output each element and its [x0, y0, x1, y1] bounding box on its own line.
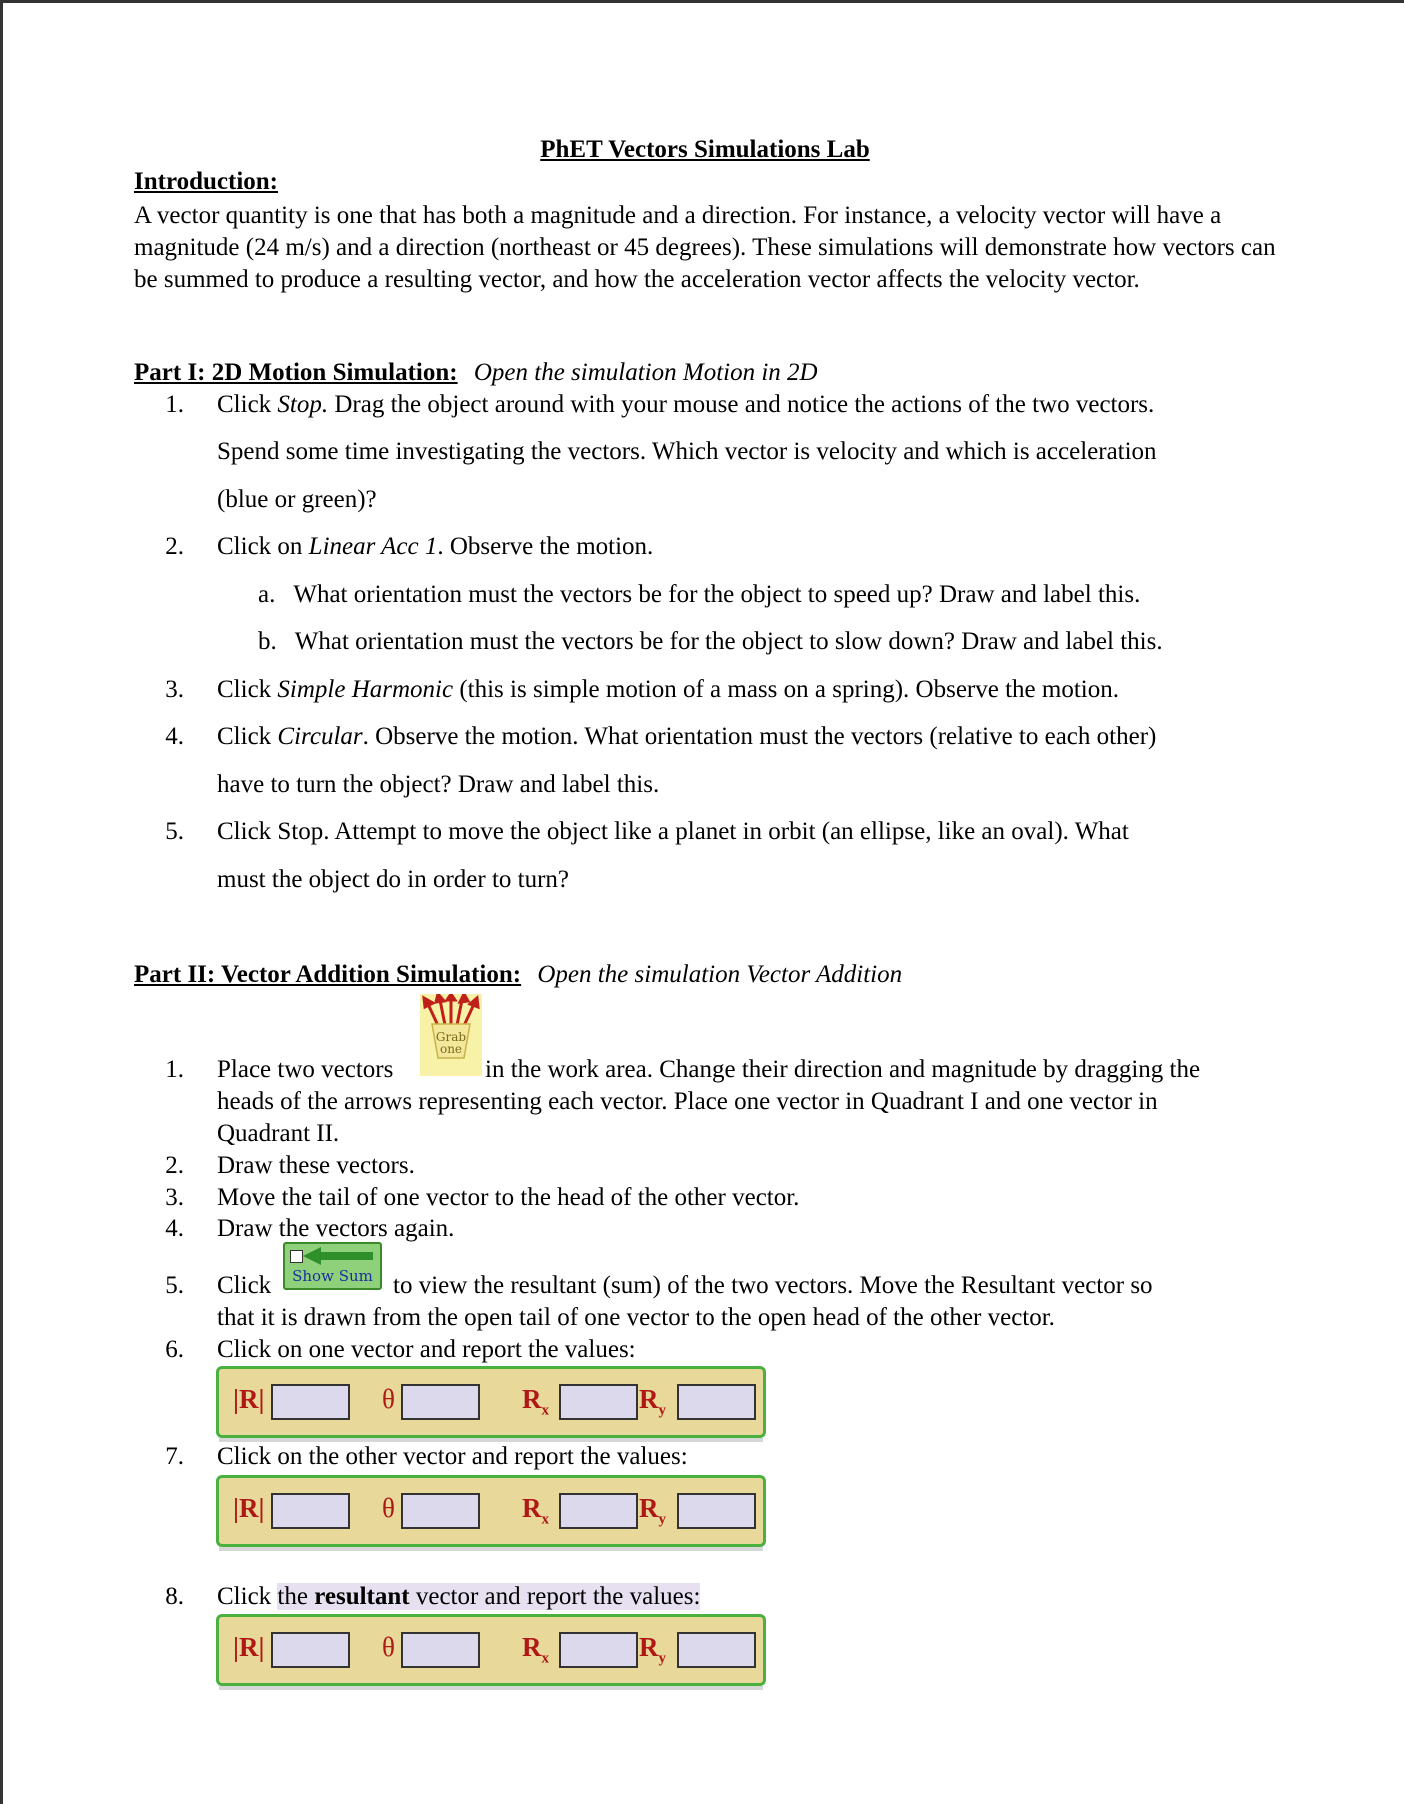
sum-arrow-icon — [303, 1247, 375, 1265]
vector-values-panel-1 — [216, 1366, 766, 1438]
angle-field[interactable] — [401, 1384, 480, 1420]
rx-label: $R_x$ — [522, 1384, 549, 1419]
part2-q1-cont: in the work area. Change their direction and magnitude by dragging the — [485, 1056, 1201, 1083]
part1-q2a: a. What orientation must the vectors be for the object to speed up? Draw and label this. — [258, 581, 1141, 608]
show-sum-checkbox[interactable] — [290, 1250, 303, 1263]
page-border-top — [0, 0, 1404, 3]
document-title: PhET Vectors Simulations Lab — [540, 136, 870, 163]
part1-q5: 5. Click Stop. Attempt to move the object like a planet in orbit (an ellipse, like an oval). What — [165, 818, 1129, 845]
part1-q2: 2. Click on Linear Acc 1. Observe the motion. — [165, 533, 654, 560]
ry-field[interactable] — [677, 1384, 756, 1420]
grab-label-line1: Grab — [435, 1030, 467, 1044]
ry-field[interactable] — [677, 1632, 756, 1668]
part2-q1-line3: Quadrant II. — [217, 1120, 340, 1147]
angle-field[interactable] — [401, 1493, 480, 1529]
intro-paragraph: A vector quantity is one that has both a magnitude and a direction. For instance, a velocity vector will have a magnitude (24 m/s) and a direction (northeast or 45 degrees). These simulations will demonstrate how vectors can be summed to produce a resulting vector, and how the acceleration vector affects the velocity vector. — [134, 202, 1276, 293]
part2-q7: 7. Click on the other vector and report the values: — [165, 1443, 688, 1470]
angle-field[interactable] — [401, 1632, 480, 1668]
vector-values-panel-2 — [216, 1475, 766, 1547]
part2-q4: 4. Draw the vectors again. — [165, 1215, 455, 1242]
magnitude-label: |R| — [233, 1384, 265, 1414]
part1-q4: 4. Click Circular. Observe the motion. What orientation must the vectors (relative to each other) — [165, 723, 1157, 750]
ry-field[interactable] — [677, 1493, 756, 1529]
magnitude-label: |R| — [233, 1632, 265, 1662]
part2-header — [134, 961, 902, 989]
magnitude-field[interactable] — [271, 1384, 350, 1420]
part2-heading: Part II: Vector Addition Simulation: — [134, 961, 522, 988]
rx-field[interactable] — [559, 1384, 638, 1420]
part2-q8: 8. Click the resultant vector and report the values: — [165, 1583, 701, 1610]
part2-q5-cont: to view the resultant (sum) of the two vectors. Move the Resultant vector so — [393, 1272, 1153, 1299]
part2-q6: 6. Click on one vector and report the values: — [165, 1336, 636, 1363]
ry-label: $R_y$ — [639, 1384, 666, 1419]
rx-label: $R_x$ — [522, 1493, 549, 1528]
part1-header — [134, 359, 818, 387]
grab-vector-bucket-icon[interactable] — [420, 994, 482, 1076]
part2-q1-line2: heads of the arrows representing each vector. Place one vector in Quadrant I and one vector in — [217, 1088, 1158, 1115]
grab-label-line2: one — [439, 1042, 463, 1056]
vector-values-panel-3 — [216, 1614, 766, 1686]
intro-heading: Introduction: — [134, 168, 279, 195]
part2-q3: 3. Move the tail of one vector to the head of the other vector. — [165, 1184, 800, 1211]
part2-subtitle: Open the simulation Vector Addition — [537, 961, 903, 988]
magnitude-field[interactable] — [271, 1493, 350, 1529]
part1-q1-line3: (blue or green)? — [217, 486, 377, 513]
rx-field[interactable] — [559, 1632, 638, 1668]
show-sum-label: Show Sum — [292, 1267, 373, 1285]
part2-q2: 2. Draw these vectors. — [165, 1152, 415, 1179]
part1-q2b: b. What orientation must the vectors be for the object to slow down? Draw and label this. — [258, 628, 1163, 655]
angle-label: θ — [382, 1384, 395, 1414]
rx-field[interactable] — [559, 1493, 638, 1529]
angle-label: θ — [382, 1632, 395, 1662]
part1-subtitle: Open the simulation Motion in 2D — [473, 359, 818, 386]
part1-q3: 3. Click Simple Harmonic (this is simple motion of a mass on a spring). Observe the motion. — [165, 676, 1119, 703]
part1-q1-line2: Spend some time investigating the vectors. Which vector is velocity and which is acceleration — [217, 438, 1157, 465]
part1-heading: Part I: 2D Motion Simulation: — [134, 359, 458, 386]
angle-label: θ — [382, 1493, 395, 1523]
ry-label: $R_y$ — [639, 1632, 666, 1667]
part1-q4-line2: have to turn the object? Draw and label this. — [217, 771, 660, 798]
part1-q5-line2: must the object do in order to turn? — [217, 866, 570, 893]
rx-label: $R_x$ — [522, 1632, 549, 1667]
part1-q1: 1. Click Stop. Drag the object around with your mouse and notice the actions of the two vectors. — [165, 391, 1155, 418]
show-sum-button[interactable] — [283, 1242, 382, 1290]
page-border-left — [0, 0, 3, 1804]
magnitude-label: |R| — [233, 1493, 265, 1523]
part2-q5-line2: that it is drawn from the open tail of one vector to the open head of the other vector. — [217, 1304, 1055, 1331]
magnitude-field[interactable] — [271, 1632, 350, 1668]
part2-q5: 5. Click — [165, 1272, 272, 1299]
ry-label: $R_y$ — [639, 1493, 666, 1528]
part2-q1: 1. Place two vectors — [165, 1056, 394, 1083]
